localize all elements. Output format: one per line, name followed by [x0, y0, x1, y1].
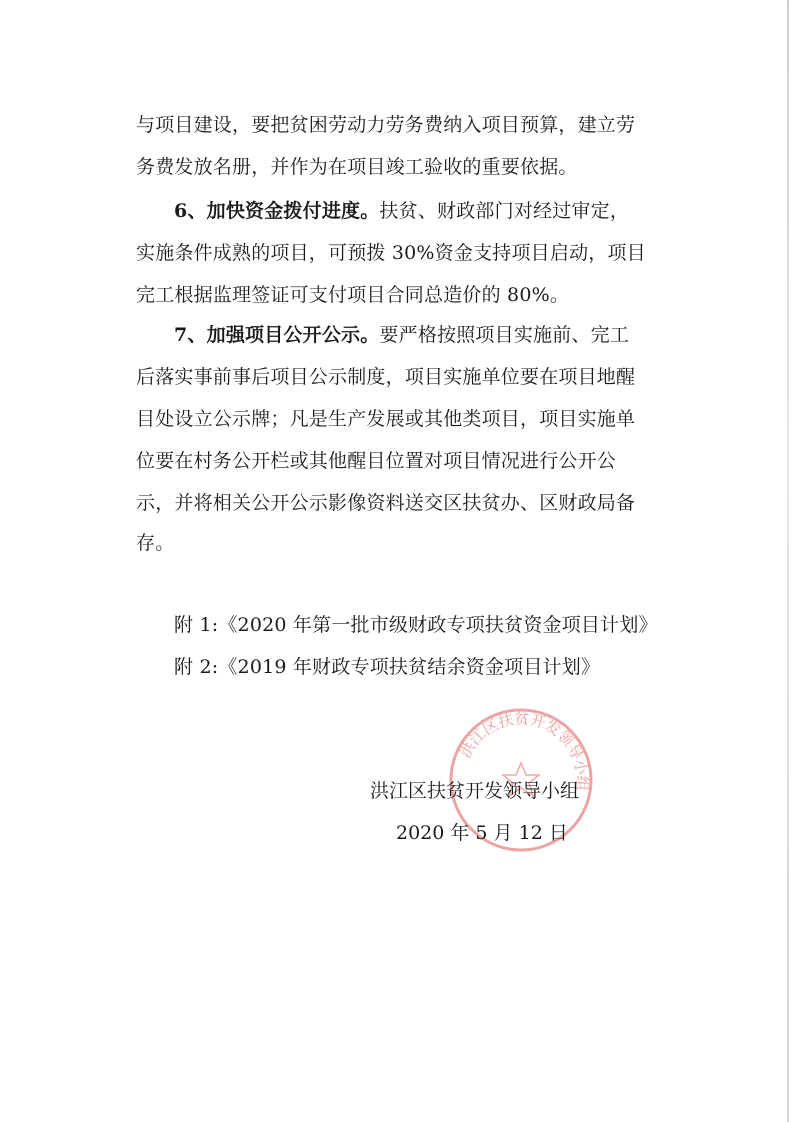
paragraph-labor-line-2: 务费发放名册，并作为在项目竣工验收的重要依据。 [136, 156, 578, 178]
item-7-text: 要严格按照项目实施前、完工 [379, 324, 630, 346]
item-7-line-6: 存。 [136, 532, 175, 554]
item-7-line-3: 目处设立公示牌；凡是生产发展或其他类项目，项目实施单 [136, 408, 636, 430]
attachment-1: 附 1:《2020 年第一批市级财政专项扶贫资金项目计划》 [174, 614, 658, 636]
item-7-line-5: 示，并将相关公开公示影像资料送交区扶贫办、区财政局备 [136, 492, 636, 514]
item-6-heading: 6、加快资金拨付进度。 [174, 200, 380, 222]
signature-organization: 洪江区扶贫开发领导小组 [370, 780, 580, 802]
signature-date: 2020 年 5 月 12 日 [396, 822, 568, 844]
item-7-line-2: 后落实事前事后项目公示制度，项目实施单位要在项目地醒 [136, 366, 636, 388]
page-edge [787, 0, 789, 1122]
item-6-line-2: 实施条件成熟的项目，可预拨 30%资金支持项目启动，项目 [136, 242, 646, 264]
item-6-line-1 [174, 198, 629, 224]
paragraph-labor-line-1: 与项目建设，要把贫困劳动力劳务费纳入项目预算，建立劳 [136, 114, 636, 136]
item-6-line-3: 完工根据监理签证可支付项目合同总造价的 80%。 [136, 284, 570, 306]
item-7-line-1 [174, 322, 629, 348]
attachment-2: 附 2:《2019 年财政专项扶贫结余资金项目计划》 [174, 656, 601, 678]
seal-text: 洪江区扶贫开发领导小组 [456, 709, 592, 792]
item-6-text: 扶贫、财政部门对经过审定， [379, 200, 630, 222]
item-7-heading: 7、加强项目公开公示。 [174, 324, 380, 346]
item-7-line-4: 位要在村务公开栏或其他醒目位置对项目情况进行公开公 [136, 450, 617, 472]
